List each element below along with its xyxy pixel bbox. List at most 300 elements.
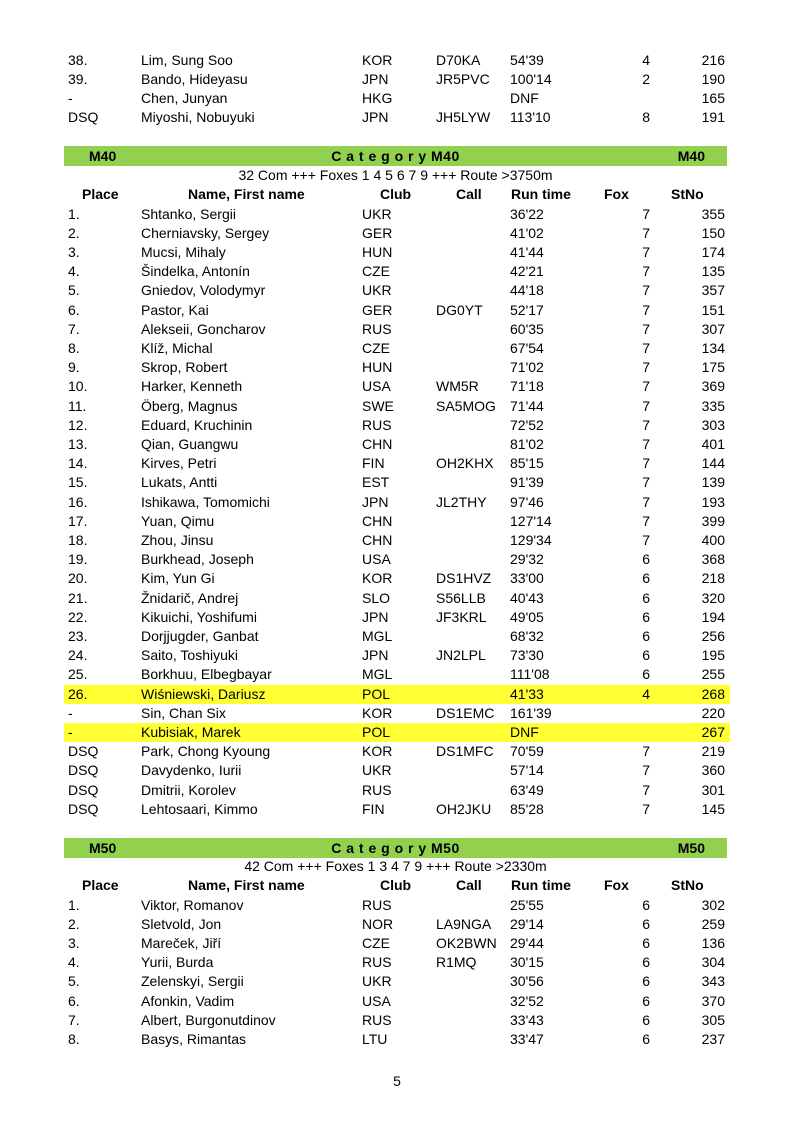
cell-name: Gniedov, Volodymyr (141, 282, 266, 299)
category-info: 42 Com +++ Foxes 1 3 4 7 9 +++ Route >2330m (244, 858, 547, 874)
cell-call: WM5R (436, 378, 479, 395)
cell-club: POL (362, 723, 391, 740)
cell-stno: 151 (701, 301, 725, 318)
result-row (64, 915, 730, 934)
cell-run-time: DNF (510, 89, 539, 106)
cell-club: KOR (362, 743, 393, 760)
cell-place: 5. (68, 282, 80, 299)
cell-name: Sletvold, Jon (141, 915, 222, 932)
cell-place: 15. (68, 474, 88, 491)
cell-stno: 343 (701, 973, 725, 990)
cell-stno: 335 (701, 397, 725, 414)
cell-club: GER (362, 224, 393, 241)
cell-place: 4. (68, 954, 80, 971)
cell-stno: 370 (701, 992, 725, 1009)
cell-call: JN2LPL (436, 647, 486, 664)
cell-place: 7. (68, 320, 80, 337)
cell-fox: 7 (642, 474, 650, 491)
cell-place: 13. (68, 435, 88, 452)
cell-club: RUS (362, 896, 392, 913)
cell-run-time: 67'54 (510, 339, 544, 356)
cell-run-time: 57'14 (510, 762, 544, 779)
cell-fox: 6 (642, 627, 650, 644)
cell-call: R1MQ (436, 954, 477, 971)
cell-club: CHN (362, 435, 393, 452)
cell-place: 2. (68, 224, 80, 241)
cell-club: KOR (362, 704, 393, 721)
cell-place: 19. (68, 551, 88, 568)
result-row (64, 70, 730, 89)
cell-name: Lehtosaari, Kimmo (141, 800, 258, 817)
result-row (64, 262, 730, 281)
cell-name: Davydenko, Iurii (141, 762, 242, 779)
cell-run-time: 81'02 (510, 435, 544, 452)
cell-fox: 7 (642, 455, 650, 472)
cell-place: - (68, 704, 73, 721)
cell-stno: 194 (701, 608, 725, 625)
cell-place: 2. (68, 915, 80, 932)
cell-stno: 139 (701, 474, 725, 491)
result-row (64, 781, 730, 800)
category-title: C a t e g o r y M40 (331, 148, 460, 164)
cell-club: KOR (362, 51, 393, 68)
cell-club: HKG (362, 89, 393, 106)
cell-stno: 220 (701, 704, 725, 721)
cell-fox: 7 (642, 359, 650, 376)
result-row (64, 800, 730, 819)
cell-run-time: 32'52 (510, 992, 544, 1009)
cell-club: FIN (362, 800, 385, 817)
cell-call: JH5LYW (436, 109, 491, 126)
cell-club: USA (362, 378, 391, 395)
cell-name: Harker, Kenneth (141, 378, 243, 395)
cell-stno: 368 (701, 551, 725, 568)
result-row (64, 589, 730, 608)
result-row (64, 608, 730, 627)
cell-name: Dorjjugder, Ganbat (141, 627, 259, 644)
cell-run-time: 100'14 (510, 70, 552, 87)
cell-club: SLO (362, 589, 391, 606)
cell-stno: 360 (701, 762, 725, 779)
result-row (64, 742, 730, 761)
cell-call: DS1EMC (436, 704, 495, 721)
cell-fox: 7 (642, 205, 650, 222)
cell-club: JPN (362, 493, 389, 510)
cell-run-time: 29'32 (510, 551, 544, 568)
result-row (64, 569, 730, 588)
col-place: Place (82, 186, 119, 202)
cell-call: OK2BWN (436, 934, 497, 951)
cell-run-time: 54'39 (510, 51, 544, 68)
cell-fox: 4 (642, 685, 650, 702)
category-title: C a t e g o r y M50 (331, 840, 460, 856)
result-row (64, 224, 730, 243)
cell-run-time: 73'30 (510, 647, 544, 664)
col-name: Name, First name (188, 877, 305, 893)
result-row (64, 320, 730, 339)
result-row (64, 550, 730, 569)
cell-name: Dmitrii, Korolev (141, 781, 236, 798)
cell-run-time: 72'52 (510, 416, 544, 433)
col-run-time: Run time (511, 877, 571, 893)
cell-fox: 7 (642, 224, 650, 241)
cell-place: 12. (68, 416, 88, 433)
cell-name: Eduard, Kruchinin (141, 416, 253, 433)
cell-name: Shtanko, Sergii (141, 205, 236, 222)
category-code-right: M50 (677, 840, 705, 856)
cell-club: RUS (362, 954, 392, 971)
cell-place: - (68, 723, 73, 740)
cell-name: Šindelka, Antonín (141, 263, 250, 280)
result-row (64, 1030, 730, 1049)
cell-place: 22. (68, 608, 88, 625)
cell-place: 14. (68, 455, 88, 472)
result-row (64, 51, 730, 70)
cell-stno: 268 (701, 685, 725, 702)
cell-name: Cherniavsky, Sergey (141, 224, 270, 241)
cell-fox: 2 (642, 70, 650, 87)
cell-name: Mucsi, Mihaly (141, 243, 226, 260)
cell-run-time: 85'28 (510, 800, 544, 817)
result-row (64, 992, 730, 1011)
cell-call: S56LLB (436, 589, 486, 606)
cell-run-time: 161'39 (510, 704, 552, 721)
cell-fox: 7 (642, 512, 650, 529)
cell-club: UKR (362, 205, 392, 222)
cell-call: JR5PVC (436, 70, 490, 87)
cell-club: CHN (362, 531, 393, 548)
cell-place: 10. (68, 378, 88, 395)
category-code-right: M40 (677, 148, 705, 164)
cell-fox: 7 (642, 416, 650, 433)
cell-fox: 6 (642, 915, 650, 932)
cell-fox: 7 (642, 320, 650, 337)
cell-name: Park, Chong Kyoung (141, 743, 271, 760)
cell-place: 6. (68, 992, 80, 1009)
cell-place: 8. (68, 339, 80, 356)
col-fox: Fox (604, 877, 629, 893)
cell-place: 5. (68, 973, 80, 990)
cell-stno: 304 (701, 954, 725, 971)
cell-stno: 301 (701, 781, 725, 798)
cell-stno: 219 (701, 743, 725, 760)
cell-club: FIN (362, 455, 385, 472)
cell-name: Bando, Hideyasu (141, 70, 248, 87)
cell-club: HUN (362, 359, 393, 376)
cell-call: OH2JKU (436, 800, 492, 817)
cell-stno: 134 (701, 339, 725, 356)
cell-stno: 190 (701, 70, 725, 87)
cell-run-time: 29'44 (510, 934, 544, 951)
cell-fox: 7 (642, 339, 650, 356)
cell-stno: 399 (701, 512, 725, 529)
result-row (64, 377, 730, 396)
cell-fox: 8 (642, 109, 650, 126)
cell-run-time: 40'43 (510, 589, 544, 606)
cell-club: USA (362, 551, 391, 568)
cell-club: RUS (362, 781, 392, 798)
cell-stno: 267 (701, 723, 725, 740)
cell-call: JL2THY (436, 493, 487, 510)
cell-name: Zhou, Jinsu (141, 531, 214, 548)
cell-name: Kirves, Petri (141, 455, 217, 472)
cell-fox: 6 (642, 570, 650, 587)
cell-name: Saito, Toshiyuki (141, 647, 239, 664)
cell-stno: 144 (701, 455, 725, 472)
cell-club: JPN (362, 608, 389, 625)
cell-name: Pastor, Kai (141, 301, 209, 318)
cell-place: 25. (68, 666, 88, 683)
cell-run-time: 113'10 (510, 109, 551, 126)
cell-call: OH2KHX (436, 455, 494, 472)
cell-club: UKR (362, 282, 392, 299)
result-row (64, 704, 730, 723)
result-row (64, 665, 730, 684)
cell-club: JPN (362, 70, 389, 87)
cell-name: Klíž, Michal (141, 339, 213, 356)
cell-run-time: 33'00 (510, 570, 544, 587)
cell-club: HUN (362, 243, 393, 260)
cell-run-time: 85'15 (510, 455, 544, 472)
cell-run-time: 41'02 (510, 224, 544, 241)
result-row (64, 953, 730, 972)
cell-place: 7. (68, 1011, 80, 1028)
cell-club: MGL (362, 666, 393, 683)
cell-club: USA (362, 992, 391, 1009)
cell-place: DSQ (68, 781, 99, 798)
cell-place: 1. (68, 205, 80, 222)
cell-stno: 218 (701, 570, 725, 587)
cell-run-time: 36'22 (510, 205, 544, 222)
cell-fox: 6 (642, 589, 650, 606)
cell-run-time: 25'55 (510, 896, 544, 913)
cell-place: 9. (68, 359, 80, 376)
cell-stno: 193 (701, 493, 725, 510)
result-row (64, 416, 730, 435)
cell-run-time: 30'56 (510, 973, 544, 990)
cell-club: RUS (362, 416, 392, 433)
cell-call: D70KA (436, 51, 481, 68)
col-call: Call (456, 186, 482, 202)
col-place: Place (82, 877, 119, 893)
cell-club: CZE (362, 934, 390, 951)
cell-run-time: 68'32 (510, 627, 544, 644)
cell-fox: 7 (642, 378, 650, 395)
cell-name: Lim, Sung Soo (141, 51, 233, 68)
cell-stno: 145 (701, 800, 725, 817)
result-row (64, 896, 730, 915)
cell-place: 23. (68, 627, 88, 644)
cell-stno: 136 (701, 934, 725, 951)
cell-place: DSQ (68, 800, 99, 817)
cell-place: 24. (68, 647, 88, 664)
cell-club: GER (362, 301, 393, 318)
column-headers (64, 185, 730, 204)
cell-stno: 237 (701, 1030, 725, 1047)
col-stno: StNo (671, 186, 704, 202)
cell-run-time: 71'44 (510, 397, 544, 414)
col-call: Call (456, 877, 482, 893)
cell-name: Alekseii, Goncharov (141, 320, 266, 337)
cell-stno: 175 (701, 359, 725, 376)
result-row (64, 512, 730, 531)
cell-stno: 400 (701, 531, 725, 548)
cell-name: Viktor, Romanov (141, 896, 244, 913)
cell-call: JF3KRL (436, 608, 487, 625)
cell-place: DSQ (68, 109, 99, 126)
cell-stno: 369 (701, 378, 725, 395)
cell-stno: 401 (701, 435, 725, 452)
result-row (64, 473, 730, 492)
cell-place: 38. (68, 51, 88, 68)
cell-place: DSQ (68, 762, 99, 779)
cell-fox: 4 (642, 51, 650, 68)
result-row (64, 358, 730, 377)
cell-place: - (68, 89, 73, 106)
cell-stno: 320 (701, 589, 725, 606)
cell-run-time: 127'14 (510, 512, 552, 529)
cell-place: 21. (68, 589, 88, 606)
cell-name: Basys, Rimantas (141, 1030, 247, 1047)
cell-club: JPN (362, 109, 389, 126)
cell-fox: 6 (642, 666, 650, 683)
cell-call: LA9NGA (436, 915, 492, 932)
cell-stno: 256 (701, 627, 725, 644)
category-code-left: M50 (89, 840, 117, 856)
cell-fox: 6 (642, 934, 650, 951)
category-m50-header-bar (64, 838, 727, 858)
cell-stno: 259 (701, 915, 725, 932)
cell-fox: 7 (642, 493, 650, 510)
cell-run-time: 42'21 (510, 263, 544, 280)
col-fox: Fox (604, 186, 629, 202)
cell-stno: 305 (701, 1011, 725, 1028)
cell-fox: 7 (642, 781, 650, 798)
cell-place: 3. (68, 243, 80, 260)
cell-stno: 135 (701, 263, 725, 280)
cell-club: KOR (362, 570, 393, 587)
col-club: Club (380, 877, 412, 893)
result-row (64, 435, 730, 454)
cell-name: Skrop, Robert (141, 359, 228, 376)
result-row (64, 972, 730, 991)
cell-fox: 6 (642, 1030, 650, 1047)
cell-fox: 7 (642, 531, 650, 548)
cell-place: 3. (68, 934, 80, 951)
cell-name: Mareček, Jiří (141, 934, 222, 951)
cell-name: Kubisiak, Marek (141, 723, 241, 740)
cell-name: Kim, Yun Gi (141, 570, 215, 587)
cell-name: Öberg, Magnus (141, 397, 238, 414)
cell-place: 39. (68, 70, 88, 87)
cell-stno: 174 (701, 243, 725, 260)
cell-place: 26. (68, 685, 88, 702)
cell-fox: 6 (642, 608, 650, 625)
cell-stno: 307 (701, 320, 725, 337)
cell-club: UKR (362, 973, 392, 990)
cell-club: CHN (362, 512, 393, 529)
cell-name: Qian, Guangwu (141, 435, 239, 452)
cell-stno: 355 (701, 205, 725, 222)
cell-place: DSQ (68, 743, 99, 760)
cell-run-time: 29'14 (510, 915, 544, 932)
cell-run-time: 70'59 (510, 743, 544, 760)
cell-run-time: 91'39 (510, 474, 544, 491)
col-run-time: Run time (511, 186, 571, 202)
cell-club: UKR (362, 762, 392, 779)
col-club: Club (380, 186, 412, 202)
cell-place: 1. (68, 896, 80, 913)
cell-run-time: 30'15 (510, 954, 544, 971)
result-row (64, 301, 730, 320)
cell-place: 4. (68, 263, 80, 280)
highlighted-result-row (64, 723, 730, 742)
cell-call: SA5MOG (436, 397, 496, 414)
cell-place: 11. (68, 397, 87, 414)
cell-place: 6. (68, 301, 80, 318)
result-row (64, 205, 730, 224)
cell-call: DG0YT (436, 301, 483, 318)
cell-call: DS1MFC (436, 743, 494, 760)
highlighted-result-row (64, 685, 730, 704)
cell-stno: 195 (701, 647, 725, 664)
result-row (64, 646, 730, 665)
cell-stno: 255 (701, 666, 725, 683)
cell-fox: 6 (642, 1011, 650, 1028)
result-row (64, 108, 730, 127)
result-row (64, 89, 730, 108)
result-row (64, 1011, 730, 1030)
cell-name: Ishikawa, Tomomichi (141, 493, 270, 510)
cell-club: EST (362, 474, 390, 491)
category-info: 32 Com +++ Foxes 1 4 5 6 7 9 +++ Route >3750m (238, 167, 553, 183)
cell-name: Burkhead, Joseph (141, 551, 254, 568)
cell-stno: 357 (701, 282, 725, 299)
cell-club: RUS (362, 1011, 392, 1028)
result-row (64, 627, 730, 646)
cell-name: Miyoshi, Nobuyuki (141, 109, 255, 126)
cell-fox: 7 (642, 301, 650, 318)
result-row (64, 281, 730, 300)
cell-name: Yuan, Qimu (141, 512, 215, 529)
cell-run-time: 71'18 (510, 378, 544, 395)
cell-fox: 7 (642, 800, 650, 817)
cell-stno: 216 (701, 51, 725, 68)
cell-name: Lukats, Antti (141, 474, 218, 491)
cell-fox: 6 (642, 954, 650, 971)
cell-fox: 7 (642, 243, 650, 260)
cell-club: CZE (362, 263, 390, 280)
result-row (64, 397, 730, 416)
cell-club: JPN (362, 647, 389, 664)
cell-name: Chen, Junyan (141, 89, 228, 106)
result-row (64, 934, 730, 953)
cell-run-time: 129'34 (510, 531, 552, 548)
cell-stno: 150 (701, 224, 725, 241)
cell-stno: 191 (701, 109, 725, 126)
cell-fox: 7 (642, 282, 650, 299)
cell-name: Yurii, Burda (141, 954, 214, 971)
cell-name: Zelenskyi, Sergii (141, 973, 244, 990)
page-number: 5 (393, 1073, 401, 1089)
cell-club: RUS (362, 320, 392, 337)
cell-fox: 7 (642, 435, 650, 452)
col-stno: StNo (671, 877, 704, 893)
cell-club: LTU (362, 1030, 388, 1047)
cell-fox: 6 (642, 551, 650, 568)
cell-run-time: 49'05 (510, 608, 544, 625)
cell-place: 8. (68, 1030, 80, 1047)
